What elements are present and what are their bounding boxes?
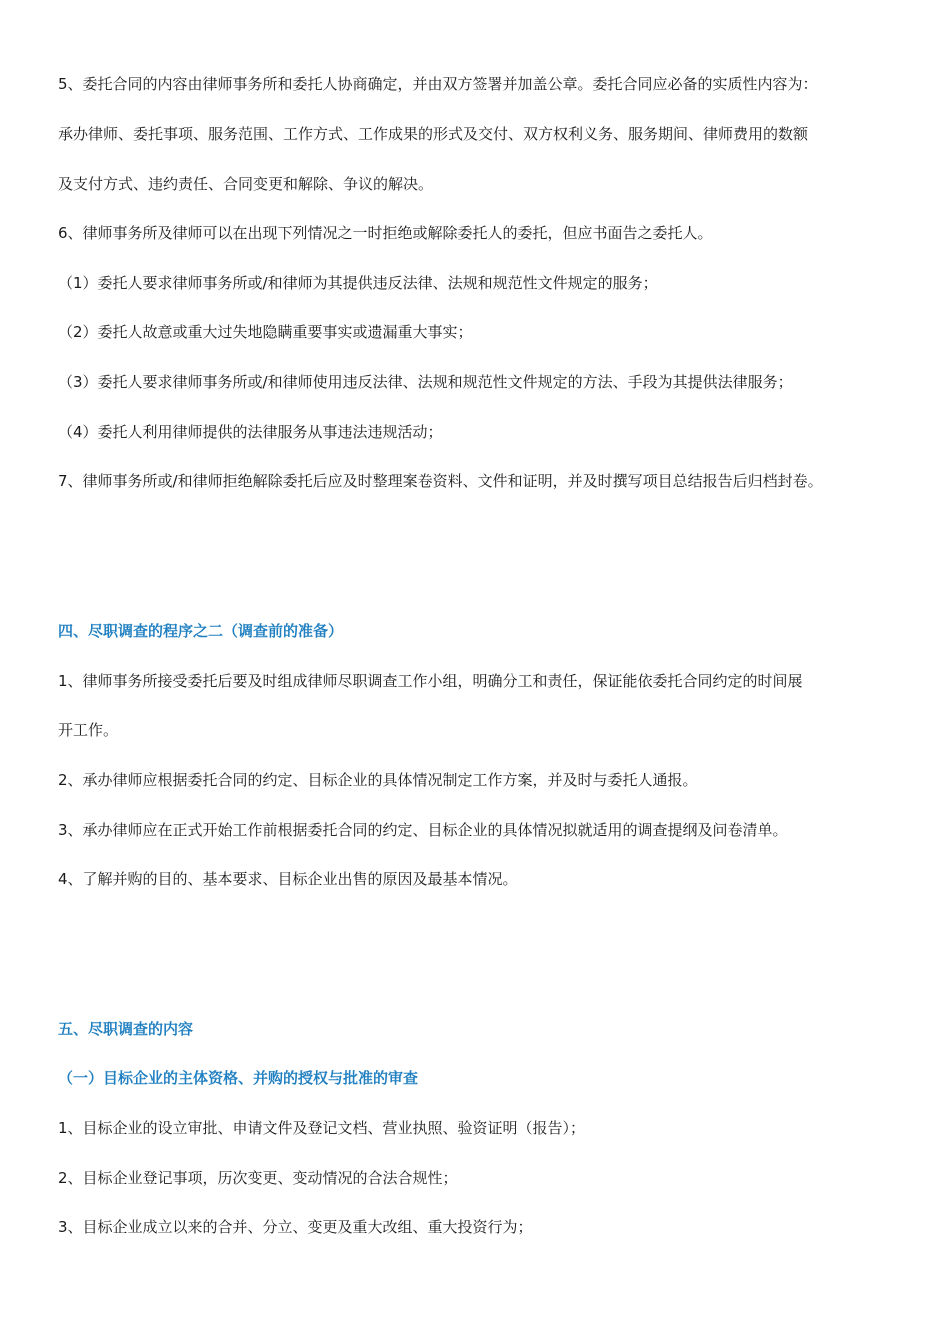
section-heading-4: 四、尽职调查的程序之二（调查前的准备） bbox=[58, 622, 344, 640]
paragraph-line: 4、了解并购的目的、基本要求、目标企业出售的原因及最基本情况。 bbox=[58, 870, 518, 888]
paragraph-line: 及支付方式、违约责任、合同变更和解除、争议的解决。 bbox=[58, 175, 434, 193]
paragraph-line: 承办律师、委托事项、服务范围、工作方式、工作成果的形式及交付、双方权利义务、服务期间、律师费用的数额 bbox=[58, 125, 809, 143]
paragraph-line: 2、承办律师应根据委托合同的约定、目标企业的具体情况制定工作方案，并及时与委托人通报。 bbox=[58, 771, 698, 789]
subsection-heading: （一）目标企业的主体资格、并购的授权与批准的审查 bbox=[58, 1069, 419, 1087]
paragraph-line: 6、律师事务所及律师可以在出现下列情况之一时拒绝或解除委托人的委托，但应书面告之委托人。 bbox=[58, 224, 713, 242]
list-item: 2、目标企业登记事项，历次变更、变动情况的合法合规性； bbox=[58, 1169, 458, 1187]
paragraph-line: 5、委托合同的内容由律师事务所和委托人协商确定，并由双方签署并加盖公章。委托合同应必备的实质性内容为： bbox=[58, 75, 818, 93]
paragraph-line: 7、律师事务所或/和律师拒绝解除委托后应及时整理案卷资料、文件和证明，并及时撰写项目总结报告后归档封卷。 bbox=[58, 472, 823, 490]
paragraph-line: 1、律师事务所接受委托后要及时组成律师尽职调查工作小组，明确分工和责任，保证能依委托合同约定的时间展 bbox=[58, 672, 803, 690]
list-item: 3、目标企业成立以来的合并、分立、变更及重大改组、重大投资行为； bbox=[58, 1218, 533, 1236]
paragraph-line: 3、承办律师应在正式开始工作前根据委托合同的约定、目标企业的具体情况拟就适用的调查提纲及问卷清单。 bbox=[58, 821, 788, 839]
list-item: （1）委托人要求律师事务所或/和律师为其提供违反法律、法规和规范性文件规定的服务； bbox=[58, 274, 658, 292]
list-item: 1、目标企业的设立审批、申请文件及登记文档、营业执照、验资证明（报告）； bbox=[58, 1119, 586, 1137]
section-heading-5: 五、尽职调查的内容 bbox=[58, 1020, 194, 1038]
list-item: （3）委托人要求律师事务所或/和律师使用违反法律、法规和规范性文件规定的方法、手段为其提供法律服务； bbox=[58, 373, 793, 391]
paragraph-line: 开工作。 bbox=[58, 721, 119, 739]
list-item: （4）委托人利用律师提供的法律服务从事违法违规活动； bbox=[58, 423, 443, 441]
list-item: （2）委托人故意或重大过失地隐瞒重要事实或遗漏重大事实； bbox=[58, 323, 473, 341]
